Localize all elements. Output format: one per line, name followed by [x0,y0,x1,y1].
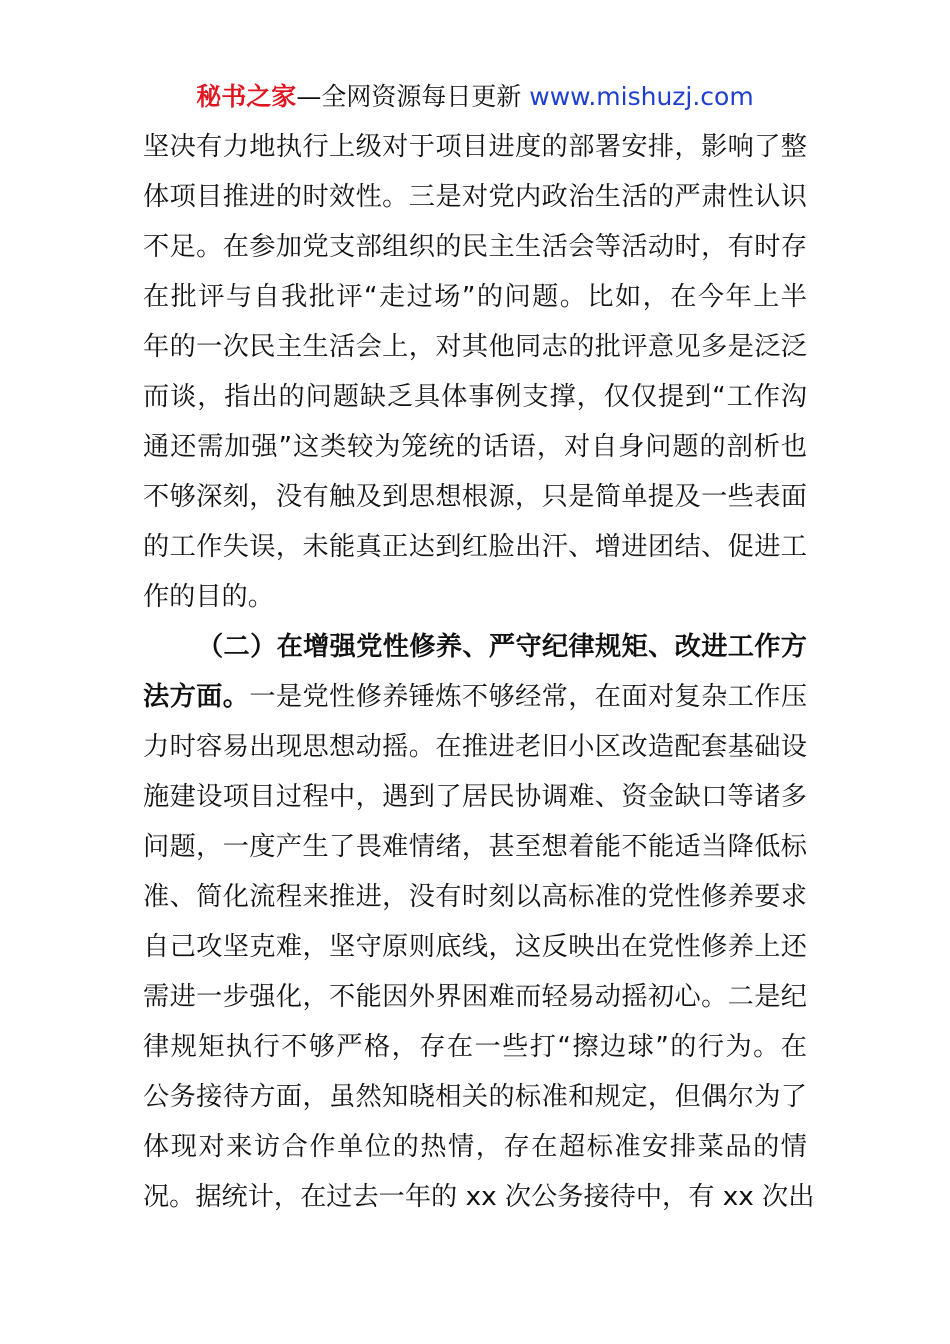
body-line: 在批评与自我批评“走过场”的问题。比如，在今年上半 [143,282,807,312]
header-tagline: —全网资源每日更新 [296,82,522,111]
body-line: 作的目的。 [143,582,274,612]
body-line: 体现对来访合作单位的热情，存在超标准安排菜品的情 [143,1132,807,1162]
body-line: 律规矩执行不够严格，存在一些打“擦边球”的行为。在 [143,1032,807,1062]
body-line: 施建设项目过程中，遇到了居民协调难、资金缺口等诸多 [143,782,807,812]
body-line: 年的一次民主生活会上，对其他同志的批评意见多是泛泛 [143,332,807,362]
section-text: 一是党性修养锤炼不够经常，在面对复杂工作压 [249,682,808,712]
body-line: 需进一步强化，不能因外界困难而轻易动摇初心。二是纪 [143,982,807,1012]
header-brand: 秘书之家 [196,82,297,111]
page-header [0,80,950,114]
body-line: 不足。在参加党支部组织的民主生活会等活动时，有时存 [143,232,807,262]
body-line: 公务接待方面，虽然知晓相关的标准和规定，但偶尔为了 [143,1082,807,1112]
document-body [143,122,815,1222]
body-line: 力时容易出现思想动摇。在推进老旧小区改造配套基础设 [143,732,807,762]
section-heading-continuation [143,672,807,722]
body-line: 不够深刻，没有触及到思想根源，只是简单提及一些表面 [143,482,807,512]
body-line: 而谈，指出的问题缺乏具体事例支撑，仅仅提到“工作沟 [143,382,807,412]
section-heading-tail: 法方面。 [143,682,250,712]
body-line: 况。据统计，在过去一年的 xx 次公务接待中，有 xx 次出 [143,1182,815,1212]
body-line: 准、简化流程来推进，没有时刻以高标准的党性修养要求 [143,882,807,912]
header-url-link[interactable]: www.mishuzj.com [529,82,754,111]
body-line: 自己攻坚克难，坚守原则底线，这反映出在党性修养上还 [143,932,807,962]
body-line: 问题，一度产生了畏难情绪，甚至想着能不能适当降低标 [143,832,807,862]
section-heading: （二）在增强党性修养、严守纪律规矩、改进工作方 [197,632,807,662]
body-line: 体项目推进的时效性。三是对党内政治生活的严肃性认识 [143,182,807,212]
body-line: 坚决有力地执行上级对于项目进度的部署安排，影响了整 [143,132,807,162]
body-line: 的工作失误，未能真正达到红脸出汗、增进团结、促进工 [143,532,807,562]
body-line: 通还需加强”这类较为笼统的话语，对自身问题的剖析也 [143,432,807,462]
